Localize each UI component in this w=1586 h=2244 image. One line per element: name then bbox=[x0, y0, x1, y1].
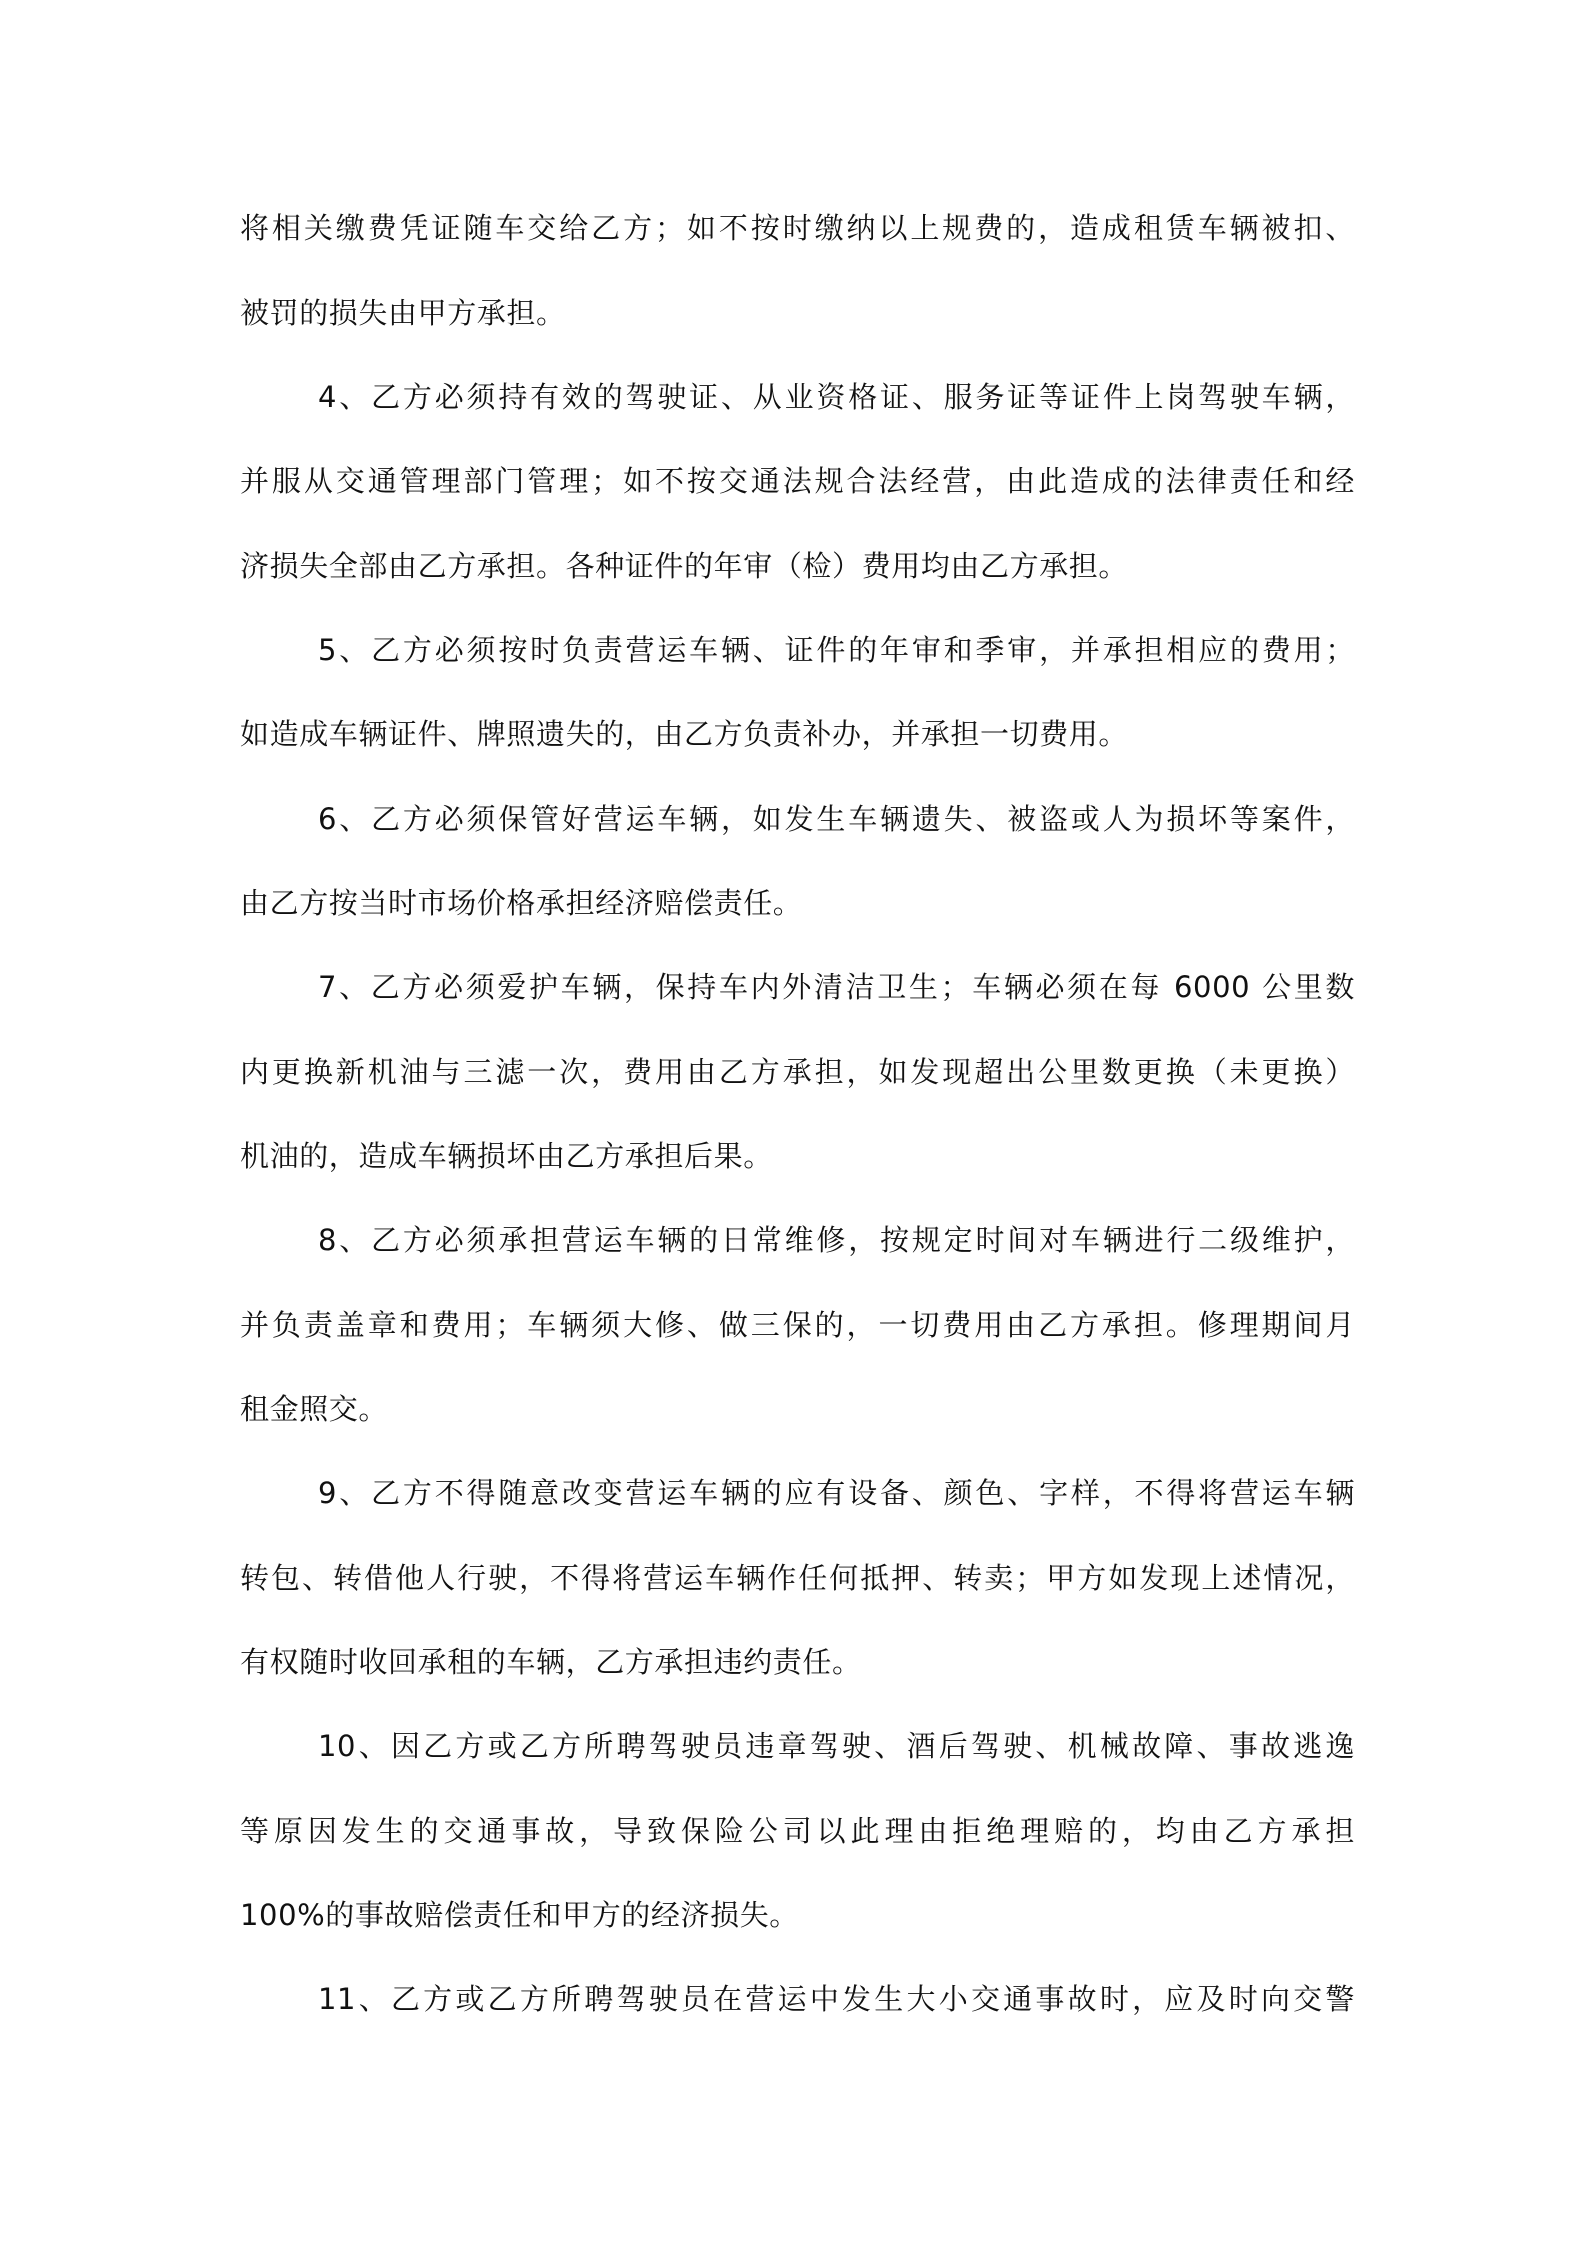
text-line: 将相关缴费凭证随车交给乙方；如不按时缴纳以上规费的，造成租赁车辆被扣、 bbox=[240, 211, 1355, 245]
text-line: 100%的事故赔偿责任和甲方的经济损失。 bbox=[240, 1898, 799, 1932]
clause-11-line: 11、乙方或乙方所聘驾驶员在营运中发生大小交通事故时，应及时向交警 bbox=[318, 1982, 1355, 2016]
text-line: 转包、转借他人行驶，不得将营运车辆作任何抵押、转卖；甲方如发现上述情况， bbox=[240, 1561, 1355, 1595]
clause-6-line: 6、乙方必须保管好营运车辆，如发生车辆遗失、被盗或人为损坏等案件， bbox=[318, 802, 1355, 836]
text-line: 并服从交通管理部门管理；如不按交通法规合法经营，由此造成的法律责任和经 bbox=[240, 464, 1355, 498]
text-line: 租金照交。 bbox=[240, 1392, 389, 1426]
text-line: 机油的，造成车辆损坏由乙方承担后果。 bbox=[240, 1139, 773, 1173]
text-line: 被罚的损失由甲方承担。 bbox=[240, 296, 566, 330]
text-line: 济损失全部由乙方承担。各种证件的年审（检）费用均由乙方承担。 bbox=[240, 549, 1129, 583]
clause-9-line: 9、乙方不得随意改变营运车辆的应有设备、颜色、字样，不得将营运车辆 bbox=[318, 1476, 1355, 1510]
clause-10-line: 10、因乙方或乙方所聘驾驶员违章驾驶、酒后驾驶、机械故障、事故逃逸 bbox=[318, 1729, 1355, 1763]
text-line: 由乙方按当时市场价格承担经济赔偿责任。 bbox=[240, 886, 803, 920]
text-line: 如造成车辆证件、牌照遗失的，由乙方负责补办，并承担一切费用。 bbox=[240, 717, 1129, 751]
clause-4-line: 4、乙方必须持有效的驾驶证、从业资格证、服务证等证件上岗驾驶车辆， bbox=[318, 380, 1355, 414]
clause-5-line: 5、乙方必须按时负责营运车辆、证件的年审和季审，并承担相应的费用； bbox=[318, 633, 1355, 667]
clause-7-line: 7、乙方必须爱护车辆，保持车内外清洁卫生；车辆必须在每 6000 公里数 bbox=[318, 970, 1355, 1004]
clause-8-line: 8、乙方必须承担营运车辆的日常维修，按规定时间对车辆进行二级维护， bbox=[318, 1223, 1355, 1257]
text-line: 等原因发生的交通事故，导致保险公司以此理由拒绝理赔的，均由乙方承担 bbox=[240, 1814, 1355, 1848]
text-line: 并负责盖章和费用；车辆须大修、做三保的，一切费用由乙方承担。修理期间月 bbox=[240, 1308, 1355, 1342]
text-line: 内更换新机油与三滤一次，费用由乙方承担，如发现超出公里数更换（未更换） bbox=[240, 1055, 1355, 1089]
text-line: 有权随时收回承租的车辆，乙方承担违约责任。 bbox=[240, 1645, 862, 1679]
